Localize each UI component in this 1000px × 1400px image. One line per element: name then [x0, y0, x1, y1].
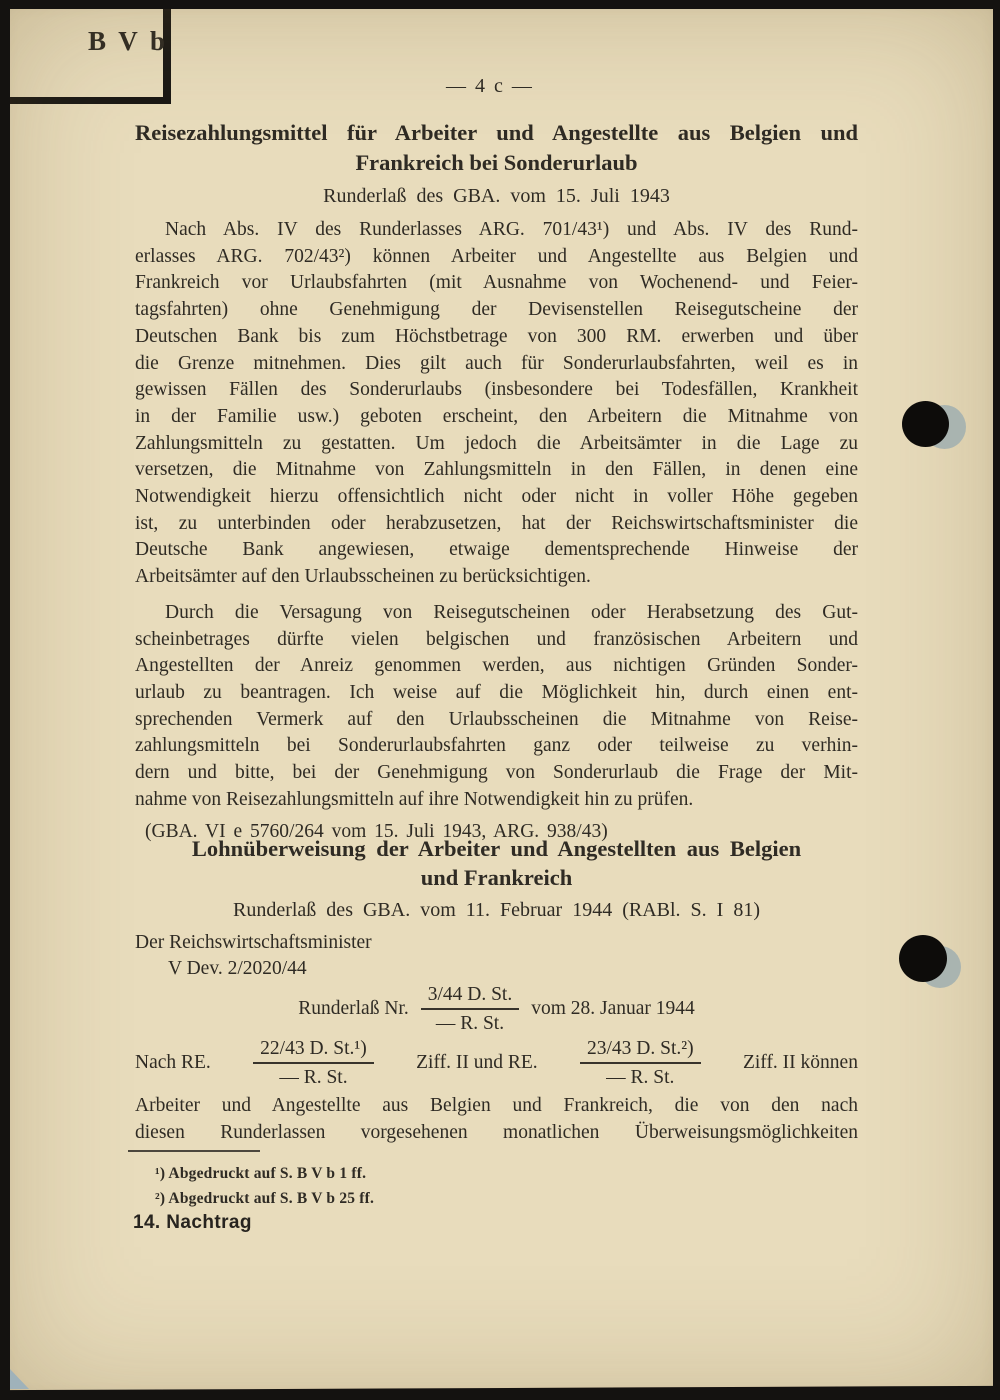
decree-suffix: vom 28. Januar 1944 [531, 998, 695, 1019]
section-travel-payment [135, 118, 858, 845]
text-line: diesen Runderlassen vorgesehenen monatlichen Überweisungsmöglichkeiten [135, 1121, 858, 1143]
scan-edge-top [0, 0, 1000, 9]
re-reference-line [135, 1036, 858, 1090]
text-line: scheinbetrages dürfte vielen belgischen und französischen Arbeitern und [135, 628, 858, 650]
text-line: in der Familie usw.) geboten erscheint, den Arbeitern die Mitnahme von [135, 405, 858, 427]
fraction-numerator: 3/44 D. St. [427, 984, 513, 1005]
text-line: Arbeitsämter auf den Urlaubsscheinen zu berücksichtigen. [135, 566, 591, 588]
scan-edge-bottom [0, 1386, 1000, 1400]
text-line: versetzen, die Mitnahme von Zahlungsmitteln in den Fällen, in denen eine [135, 459, 858, 481]
reference-line: (GBA. VI e 5760/264 vom 15. Juli 1943, ARG. 938/43) [145, 821, 608, 843]
re-prefix: Nach RE. [135, 1052, 211, 1073]
text-line: zahlungsmitteln bei Sonderurlaubsfahrten ganz oder teilweise zu verhin- [135, 735, 858, 757]
section-tab-label: B V b [88, 26, 169, 56]
decree-subtitle: Runderlaß des GBA. vom 11. Februar 1944 (RABl. S. I 81) [233, 899, 760, 921]
scan-edge-left [0, 0, 10, 1400]
footnote-rule [128, 1150, 260, 1152]
paragraph [135, 600, 858, 814]
text-line: urlaub zu beantragen. Ich weise auf die Möglichkeit hin, durch einen ent- [135, 681, 858, 703]
text-line: Deutschen Bank bis zum Höchstbetrage von 300 RM. erwerben und über [135, 325, 858, 347]
re-fraction-2 [580, 1036, 701, 1090]
text-line: Nach Abs. IV des Runderlasses ARG. 701/43¹) und Abs. IV des Rund- [165, 219, 858, 240]
text-line: tagsfahrten) ohne Genehmigung der Devisenstellen Reisegutscheine der [135, 299, 858, 321]
text-line: Angestellten der Anreiz genommen werden, aus nichtigen Gründen Sonder- [135, 655, 858, 677]
fraction-denominator: — R. St. [580, 1062, 701, 1090]
section-title-line: Lohnüberweisung der Arbeiter und Angestellten aus Belgien [191, 836, 802, 861]
punch-hole-icon [899, 935, 947, 982]
fraction-denominator: — R. St. [421, 1008, 520, 1036]
text-line: dern und bitte, bei der Genehmigung von Sonderurlaub die Frage der Mit- [135, 762, 858, 784]
scan-corner-artifact [9, 1368, 29, 1389]
decree-fraction [421, 982, 520, 1036]
section-title-line: Frankreich bei Sonderurlaub [355, 150, 638, 175]
text-line: sprechenden Vermerk auf den Urlaubsscheinen die Mitnahme von Reise- [135, 708, 858, 730]
decree-number-line [135, 982, 858, 1036]
text-line: gewissen Fällen des Sonderurlaubs (insbesondere bei Todesfällen, Krankheit [135, 379, 858, 401]
tab-border-horizontal [0, 97, 170, 104]
text-line: Arbeiter und Angestellte aus Belgien und Frankreich, die von den nach [135, 1095, 858, 1116]
footnote: ²) Abgedruckt auf S. B V b 25 ff. [155, 1190, 375, 1207]
text-line: Notwendigkeit hierzu offensichtlich nicht oder nicht in voller Höhe gegeben [135, 486, 858, 508]
supplement-label: 14. Nachtrag [133, 1212, 252, 1233]
paragraph [135, 1093, 858, 1146]
text-line: Deutsche Bank angewiesen, etwaige dementsprechende Hinweise der [135, 539, 858, 561]
text-line: Frankreich vor Urlaubsfahrten (mit Ausnahme von Wochenend- und Feier- [135, 272, 858, 294]
file-number: V Dev. 2/2020/44 [168, 958, 307, 979]
issuer-line: Der Reichswirtschaftsminister [135, 932, 372, 953]
text-line: nahme von Reisezahlungsmitteln auf ihre Notwendigkeit hin zu prüfen. [135, 788, 694, 810]
footnotes-block [128, 1150, 628, 1211]
re-fraction-1 [253, 1036, 374, 1090]
section-title-line: und Frankreich [420, 865, 573, 890]
punch-hole-icon [902, 401, 949, 447]
decree-subtitle: Runderlaß des GBA. vom 15. Juli 1943 [323, 185, 670, 207]
fraction-numerator: 23/43 D. St.²) [587, 1038, 694, 1059]
section-title [135, 834, 858, 892]
page-number: — 4 c — [446, 75, 534, 97]
decree-prefix: Runderlaß Nr. [298, 998, 409, 1019]
scan-edge-right [993, 0, 1000, 1400]
re-suffix: Ziff. II können [742, 1052, 858, 1073]
footnote: ¹) Abgedruckt auf S. B V b 1 ff. [155, 1165, 367, 1182]
re-middle: Ziff. II und RE. [416, 1052, 538, 1073]
section-wage-transfer [135, 834, 858, 1146]
section-title-line: Reisezahlungsmittel für Arbeiter und Angestellte aus Belgien und [135, 120, 858, 145]
text-line: Durch die Versagung von Reisegutscheinen oder Herabsetzung des Gut- [165, 601, 858, 623]
fraction-numerator: 22/43 D. St.¹) [260, 1038, 367, 1059]
text-line: erlasses ARG. 702/43²) können Arbeiter und Angestellte aus Belgien und [135, 245, 858, 267]
text-line: die Grenze mitnehmen. Dies gilt auch für Sonderurlaubsfahrten, weil es in [135, 352, 858, 374]
paragraph [135, 217, 858, 591]
section-title [135, 118, 858, 178]
text-line: ist, zu unterbinden oder herabzusetzen, hat der Reichswirtschaftsminister die [135, 512, 858, 534]
fraction-denominator: — R. St. [253, 1062, 374, 1090]
text-line: Zahlungsmitteln zu gestatten. Um jedoch die Arbeitsämter in die Lage zu [135, 432, 858, 454]
